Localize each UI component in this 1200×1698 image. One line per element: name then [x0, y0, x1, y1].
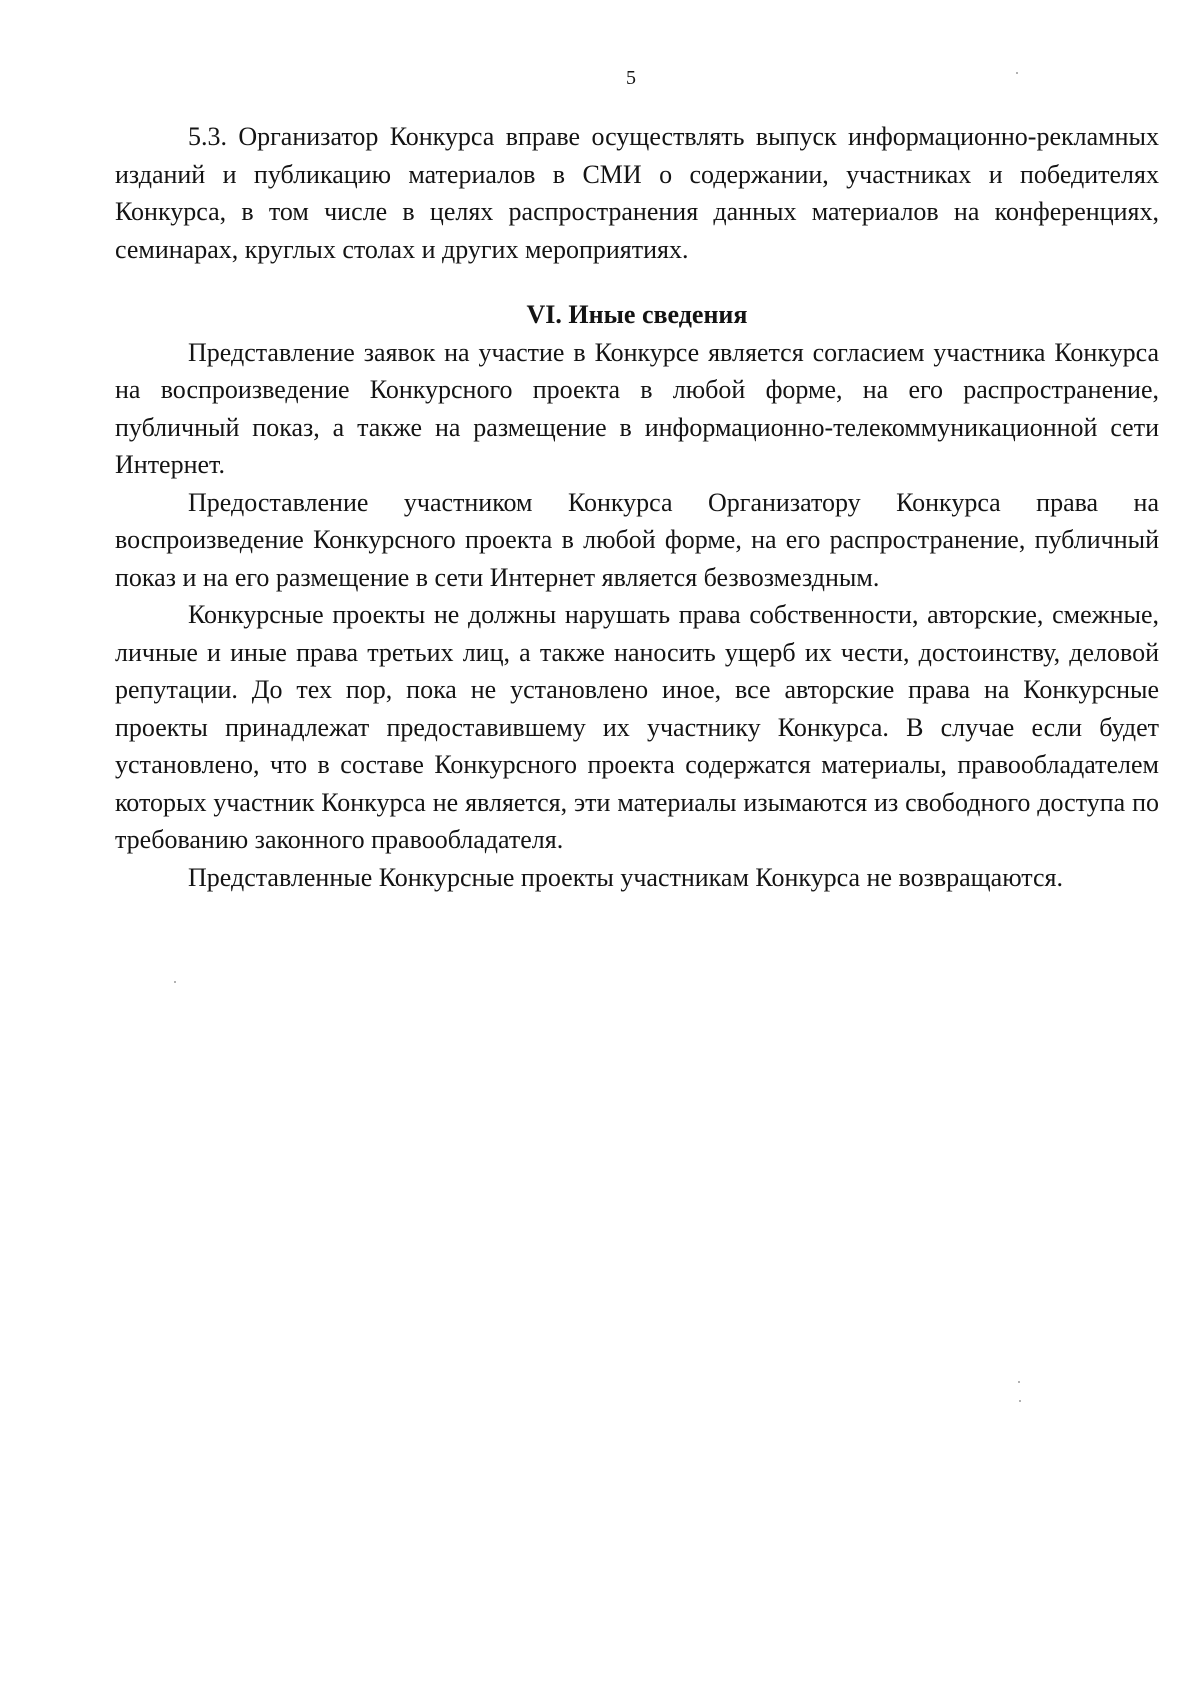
- scan-speck: [1016, 72, 1018, 74]
- section-6-paragraph-3: Конкурсные проекты не должны нарушать права собственности, авторские, смежные, личные и иные права третьих лиц, а также наносить ущерб их чести, достоинству, деловой репутации. До тех пор, пока не установлено иное, все авторские права на Конкурсные проекты принадлежат предоставившему их участнику Конкурса. В случае если будет установлено, что в составе Конкурсного проекта содержатся материалы, правообладателем которых участник Конкурса не является, эти материалы изымаются из свободного доступа по требованию законного правообладателя.: [115, 600, 1159, 854]
- document-body: [115, 118, 1159, 896]
- section-6-paragraph-2: Предоставление участником Конкурса Организатору Конкурса права на воспроизведение Конкурсного проекта в любой форме, на его распространение, публичный показ и на его размещение в сети Интернет является безвозмездным.: [115, 487, 1159, 592]
- section-6-paragraph-1: Представление заявок на участие в Конкурсе является согласием участника Конкурса на воспроизведение Конкурсного проекта в любой форме, на его распространение, публичный показ, а также на размещение в информационно-телекоммуникационной сети Интернет.: [115, 337, 1159, 479]
- section-6-paragraph-4: Представленные Конкурсные проекты участникам Конкурса не возвращаются.: [188, 862, 1063, 892]
- scan-speck: [1018, 1381, 1020, 1383]
- scan-speck: [1019, 1400, 1021, 1402]
- section-6-heading: VI. Иные сведения: [526, 300, 748, 329]
- page-number: 5: [626, 67, 636, 89]
- paragraph-5-3: 5.3. Организатор Конкурса вправе осуществлять выпуск информационно-рекламных изданий и публикацию материалов в СМИ о содержании, участниках и победителях Конкурса, в том числе в целях распространения данных материалов на конференциях, семинарах, круглых столах и других мероприятиях.: [115, 122, 1159, 264]
- scan-speck: [174, 981, 176, 983]
